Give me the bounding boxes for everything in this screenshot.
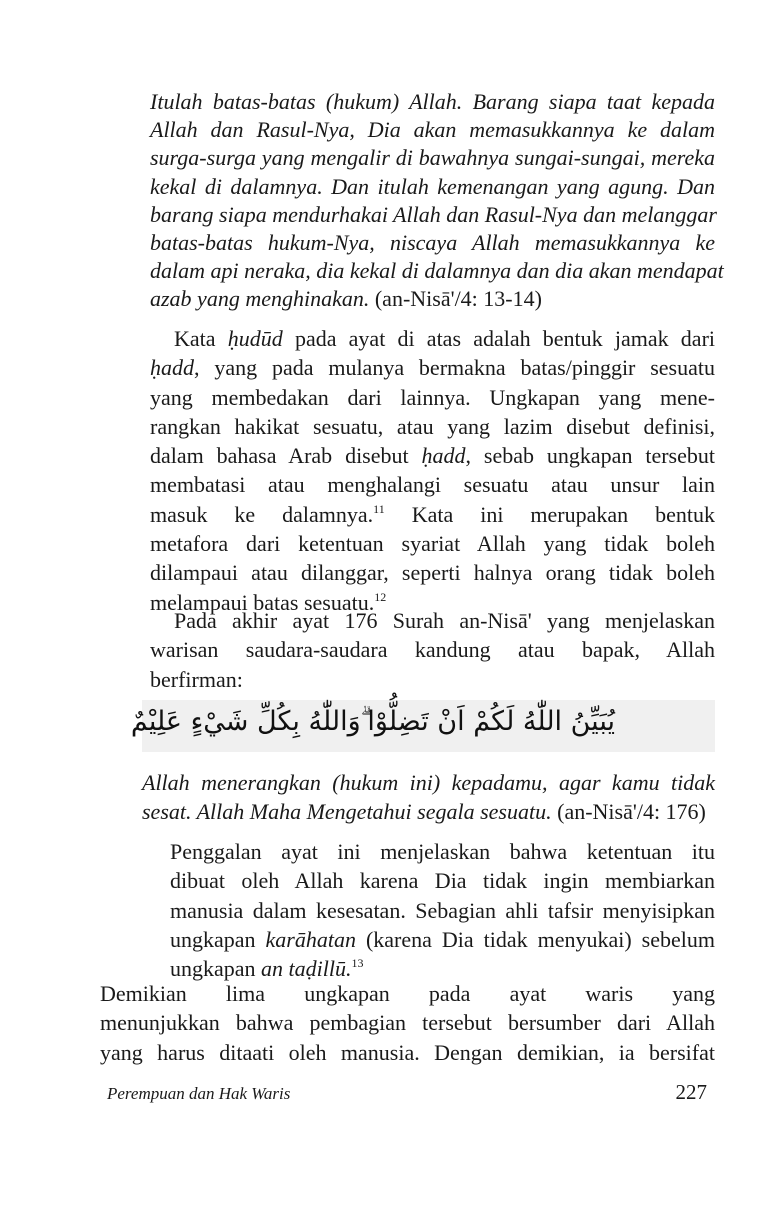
paragraph-line	[150, 324, 715, 353]
quote-last-text: azab yang menghinakan.	[150, 286, 370, 312]
paragraph-intro-verse	[150, 606, 715, 694]
paragraph-line: yang membedakan dari lainnya. Ungkapan yang mene-	[150, 384, 715, 410]
quote-last-line	[150, 285, 715, 313]
term: ḥadd	[150, 355, 194, 381]
text: melampaui batas sesuatu.	[150, 589, 375, 615]
paragraph-line	[150, 353, 715, 382]
text: (karena Dia tidak menyukai) sebelum	[365, 926, 715, 952]
paragraph-line: metafora dari ketentuan syariat Allah yang tidak boleh	[150, 531, 715, 557]
arabic-verse: يُبَيِّنُ اللّٰهُ لَكُمْ اَنْ تَضِلُّوْا ۗوَاللّٰهُ بِكُلِّ شَيْءٍ عَلِيْمٌ	[130, 706, 615, 737]
arabic-verse-box	[130, 700, 715, 752]
quote-last-line	[142, 797, 715, 826]
verse-translation	[142, 768, 715, 827]
quote-line: Allah dan Rasul-Nya, Dia akan memasukkannya ke dalam	[150, 117, 715, 143]
paragraph-line: Penggalan ayat ini menjelaskan bahwa ketentuan itu	[170, 839, 715, 864]
paragraph-line	[150, 441, 715, 470]
paragraph-conclusion	[100, 979, 715, 1067]
text: ungkapan	[170, 956, 256, 982]
text: Kata	[174, 326, 216, 351]
text: , sebab ungkapan tersebut	[465, 443, 715, 469]
footnote-marker: 12	[374, 589, 387, 604]
quote-line: batas-batas hukum-Nya, niscaya Allah memasukkannya ke	[150, 230, 715, 256]
paragraph-line: rangkan hakikat sesuatu, atau yang lazim disebut definisi,	[150, 413, 715, 439]
paragraph-hudud	[150, 324, 715, 617]
paragraph-line: membatasi atau menghalangi sesuatu atau unsur lain	[150, 472, 715, 498]
running-footer-title: Perempuan dan Hak Waris	[107, 1084, 291, 1103]
text: pada ayat di atas adalah bentuk jamak dari	[294, 326, 716, 351]
quote-citation: (an-Nisā'/4: 176)	[557, 799, 706, 825]
footnote-marker: 11	[373, 501, 385, 516]
text: masuk ke dalamnya.	[150, 501, 374, 527]
text: , yang pada mulanya bermakna batas/pinggir sesuatu	[194, 355, 715, 381]
paragraph-line: berfirman:	[150, 666, 243, 692]
term: karāhatan	[265, 926, 356, 952]
paragraph-line	[170, 925, 715, 954]
term: ḥadd	[421, 443, 466, 469]
text: sesat. Allah Maha Mengetahui segala sesuatu.	[142, 799, 552, 825]
paragraph-line: menunjukkan bahwa pembagian tersebut bersumber dari Allah	[100, 1010, 715, 1036]
quote-line: dalam api neraka, dia kekal di dalamnya dan dia akan mendapat	[150, 258, 724, 284]
paragraph-line: Pada akhir ayat 176 Surah an-Nisā' yang menjelaskan	[174, 608, 715, 633]
paragraph-line: Demikian lima ungkapan pada ayat waris yang	[100, 981, 715, 1006]
quote-line: Allah menerangkan (hukum ini) kepadamu, agar kamu tidak	[142, 770, 715, 795]
paragraph-line: dilampaui atau dilanggar, seperti halnya orang tidak boleh	[150, 560, 715, 586]
paragraph-line: yang harus ditaati oleh manusia. Dengan demikian, ia bersifat	[100, 1039, 715, 1065]
paragraph-line: manusia dalam kesesatan. Sebagian ahli tafsir menyisipkan	[170, 897, 715, 923]
text: dalam bahasa Arab disebut	[150, 443, 409, 469]
page-number: 227	[675, 1080, 707, 1104]
paragraph-line: warisan saudara-saudara kandung atau bapak, Allah	[150, 637, 715, 663]
quran-translation-quote	[150, 88, 724, 314]
footnote-marker: 13	[351, 956, 364, 971]
term: ḥudūd	[227, 326, 283, 351]
quote-citation: (an-Nisā'/4: 13-14)	[374, 286, 542, 312]
text: ungkapan	[170, 926, 256, 952]
quote-line: barang siapa mendurhakai Allah dan Rasul-Nya dan melanggar	[150, 201, 717, 227]
text: Kata ini merupakan bentuk	[411, 501, 715, 527]
paragraph-line: dibuat oleh Allah karena Dia tidak ingin membiarkan	[170, 868, 715, 894]
paragraph-line	[150, 500, 715, 529]
paragraph-explanation	[170, 837, 715, 983]
term: an taḍillū.	[261, 956, 352, 982]
quote-line: kekal di dalamnya. Dan itulah kemenangan yang agung. Dan	[150, 173, 715, 199]
quote-line: surga-surga yang mengalir di bawahnya sungai-sungai, mereka	[150, 145, 715, 171]
quote-line: Itulah batas-batas (hukum) Allah. Barang siapa taat kepada	[150, 89, 715, 114]
